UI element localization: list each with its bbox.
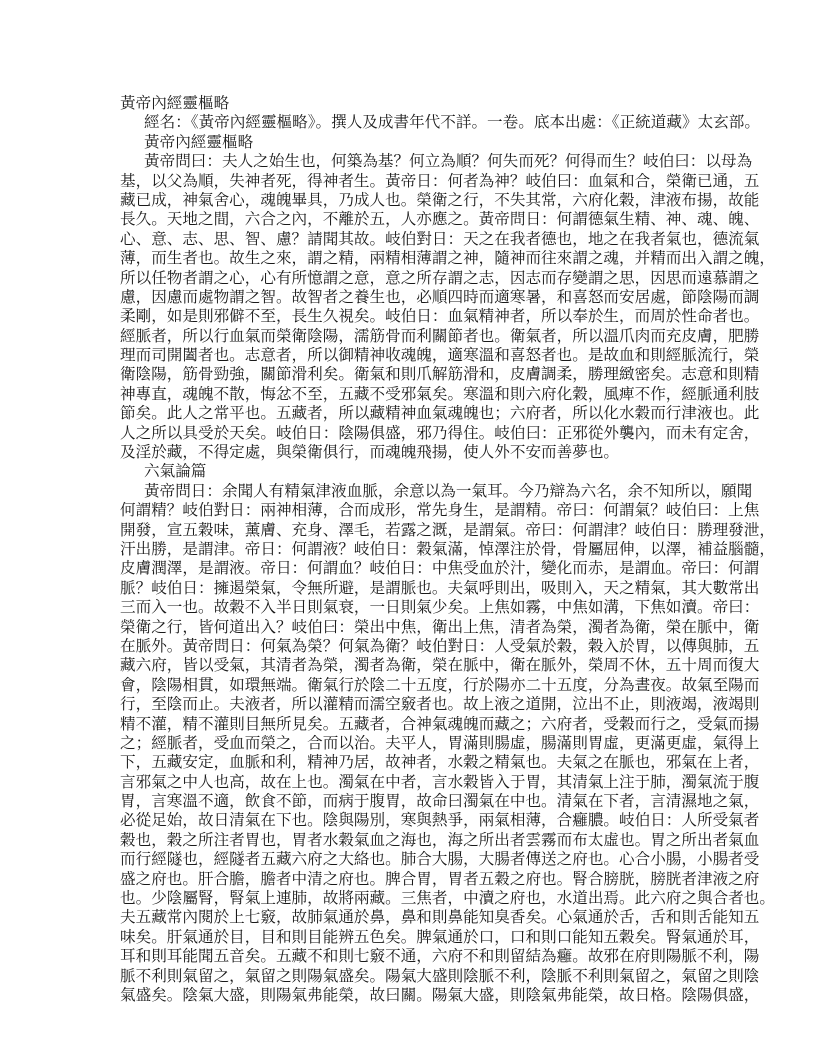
paragraph-line: 耳和則耳能聞五音矣。五藏不和則七竅不通，六府不和則留結為癰。故邪在府則陽脈不利，陽 (120, 947, 760, 966)
paragraph-line: 行，至陰而止。夫液者，所以灌精而濡空竅者也。故上液之道開，泣出不止，則液竭，液竭則 (120, 695, 760, 714)
section-2-heading: 六氣論篇 (144, 462, 207, 481)
paragraph-line: 黃帝問曰：夫人之始生也，何築為基？何立為順？何失而死？何得而生？岐伯曰：以母為 (144, 152, 753, 171)
paragraph-line: 長久。天地之間，六合之內，不離於五，人亦應之。黃帝問日：何謂德氣生精、神、魂、魄、 (120, 210, 760, 229)
paragraph-line: 會，陰陽相貫，如環無端。衛氣行於陰二十五度，行於陽亦二十五度，分為晝夜。故氣至陽而 (120, 675, 760, 694)
paragraph-line: 味矣。肝氣通於目，目和則目能辨五色矣。脾氣通於口，口和則口能知五穀矣。腎氣通於耳， (120, 927, 760, 946)
paragraph-line: 黃帝問日：余聞人有精氣津液血脈，余意以為一氣耳。今乃辯為六名，余不知所以，願聞 (144, 481, 753, 500)
paragraph-line: 精不灌，精不灌則目無所見矣。五藏者，合神氣魂魄而藏之；六府者，受穀而行之，受氣而揚 (120, 714, 760, 733)
paragraph-line: 盛之府也。肝合膽，膽者中清之府也。脾合胃，胃者五穀之府也。腎合膀胱，膀胱者津液之府 (120, 869, 760, 888)
section-2-body (120, 481, 775, 1006)
paragraph-line: 藏六府，皆以受氣，其清者為榮，濁者為衛，榮在脈中，衛在脈外，榮周不休，五十周而復大 (120, 656, 760, 675)
document-title: 黃帝內經靈樞略 (120, 94, 230, 112)
paragraph-line: 及淫於藏，不得定處，與榮衛俱行，而魂魄飛揚，使人外不安而善夢也。 (120, 443, 620, 462)
paragraph-line: 氣盛矣。陰氣大盛，則陽氣弗能榮，故曰關。陽氣大盛，則陰氣弗能榮，故日格。陰陽俱盛， (120, 985, 760, 1004)
document-page (120, 94, 775, 1005)
paragraph-line: 薄，而生者也。故生之來，謂之精，兩精相薄謂之神，隨神而往來謂之魂，并精而出入謂之魄， (120, 249, 775, 268)
paragraph-line: 理而司開闔者也。志意者，所以御精神收魂魄，適寒溫和喜怒者也。是故血和則經脈流行，榮 (120, 346, 760, 365)
paragraph-line: 節矣。此人之常平也。五藏者，所以藏精神血氣魂魄也；六府者，所以化水穀而行津液也。此 (120, 404, 760, 423)
paragraph-line: 慮，因慮而處物謂之智。故智者之養生也，必順四時而適寒暑，和喜怒而安居處，節陰陽而調 (120, 287, 760, 306)
paragraph-line: 脈？岐伯日：擁遏榮氣，令無所避，是謂脈也。夫氣呼則出，吸則入，天之精氣，其大數常出 (120, 578, 760, 597)
paragraph-line: 皮膚潤澤，是謂液。帝日：何謂血？岐伯日：中焦受血於汁，變化而赤，是謂血。帝曰：何謂 (120, 559, 760, 578)
paragraph-line: 人之所以具受於天矣。岐伯日：陰陽俱盛，邪乃得住。岐伯曰：正邪從外襲內，而未有定舍， (120, 423, 760, 442)
document-subtitle: 黃帝內經靈樞略 (144, 132, 254, 151)
paragraph-line: 基，以父為順，失神者死，得神者生。黃帝日：何者為神？岐伯曰：血氣和合，榮衛已通，五 (120, 171, 760, 190)
paragraph-line: 柔剛，如是則邪僻不至，長生久視矣。岐伯日：血氣精神者，所以奉於生，而周於性命者也。 (120, 307, 760, 326)
paragraph-line: 經脈者，所以行血氣而榮衛陰陽，濡筋骨而利關節者也。衛氣者，所以溫爪肉而充皮膚，肥勝 (120, 326, 760, 345)
paragraph-line: 榮衛之行，皆何道出入？岐伯曰：榮出中焦，衛出上焦，清者為榮，濁者為衛，榮在脈中，衛 (120, 617, 760, 636)
paragraph-line: 也。少陰屬腎，腎氣上連肺，故將兩藏。三焦者，中瀆之府也，水道出焉。此六府之與合者也。 (120, 889, 775, 908)
paragraph-line: 而行經隧也，經隧者五藏六府之大絡也。肺合大腸，大腸者傳送之府也。心合小腸，小腸者受 (120, 850, 760, 869)
paragraph-line: 三而入一也。故穀不入半日則氣衰，一日則氣少矣。上焦如霧，中焦如溝，下焦如瀆。帝曰： (120, 598, 760, 617)
paragraph-line: 在脈外。黃帝問日：何氣為榮？何氣為衛？岐伯對日：人受氣於穀，穀入於胃，以傳與肺，五 (120, 636, 760, 655)
paragraph-line: 汗出勝，是謂津。帝日：何謂液？岐伯日：穀氣滿，悼澤注於骨，骨屬屈伸，以澤，補益腦髓， (120, 539, 775, 558)
paragraph-line: 言邪氣之中人也高，故在上也。濁氣在中者，言水穀皆入于胃，其清氣上注于肺，濁氣流于腹 (120, 772, 760, 791)
paragraph-line: 夫五藏常內閱於上七竅，故肺氣通於鼻，鼻和則鼻能知臭香矣。心氣通於舌，舌和則舌能知五 (120, 908, 760, 927)
paragraph-line: 開發，宣五穀味，薰膚、充身、澤毛，若露之溉，是謂氣。帝曰：何謂津？岐伯日：勝理發泄， (120, 520, 775, 539)
document-meta: 經名：《黃帝內經靈樞略》。撰人及成書年代不詳。一卷。底本出處：《正統道藏》太玄部。 (144, 113, 760, 132)
paragraph-line: 何謂精？岐伯對日：兩神相薄，合而成形，常先身生，是謂精。帝曰：何謂氣？岐伯曰：上焦 (120, 501, 760, 520)
section-1-body (120, 152, 775, 462)
paragraph-line: 藏已成，神氣舍心，魂魄畢具，乃成人也。榮衛之行，不失其常，六府化穀，津液布揚，故能 (120, 190, 760, 209)
paragraph-line: 脈不利則氣留之，氣留之則陽氣盛矣。陽氣大盛則陰脈不利，陰脈不利則氣留之，氣留之則陰 (120, 966, 760, 985)
paragraph-line: 之；經脈者，受血而榮之，合而以治。夫平人，胃滿則腸虛，腸滿則胃虛，更滿更虛，氣得上 (120, 733, 760, 752)
paragraph-line: 衛陰陽，筋骨勁強，關節滑利矣。衛氣和則爪解筋滑和，皮膚調柔，勝理緻密矣。志意和則精 (120, 365, 760, 384)
paragraph-line: 穀也，穀之所注者胃也，胃者水穀氣血之海也，海之所出者雲霧而布太虛也。胃之所出者氣血 (120, 830, 760, 849)
paragraph-line: 下，五藏安定，血脈和利，精神乃居，故神者，水穀之精氣也。夫氣之在脈也，邪氣在上者， (120, 753, 760, 772)
paragraph-line: 神專直，魂魄不散，悔忿不至，五藏不受邪氣矣。寒溫和則六府化穀，風痺不作，經脈通利肢 (120, 384, 760, 403)
paragraph-line: 必從足始，故日清氣在下也。陰與陽別，寒與熱爭，兩氣相薄，合癰膿。岐伯日：人所受氣者 (120, 811, 760, 830)
paragraph-line: 所以任物者謂之心，心有所憶謂之意，意之所存謂之志，因志而存變謂之思，因思而遠慕謂之 (120, 268, 760, 287)
paragraph-line: 胃，言寒溫不適，飲食不節，而病于腹胃，故命曰濁氣在中也。清氣在下者，言清濕地之氣， (120, 792, 760, 811)
paragraph-line: 心、意、志、思、智、慮？請聞其故。岐伯對日：天之在我者德也，地之在我者氣也，德流氣 (120, 229, 760, 248)
